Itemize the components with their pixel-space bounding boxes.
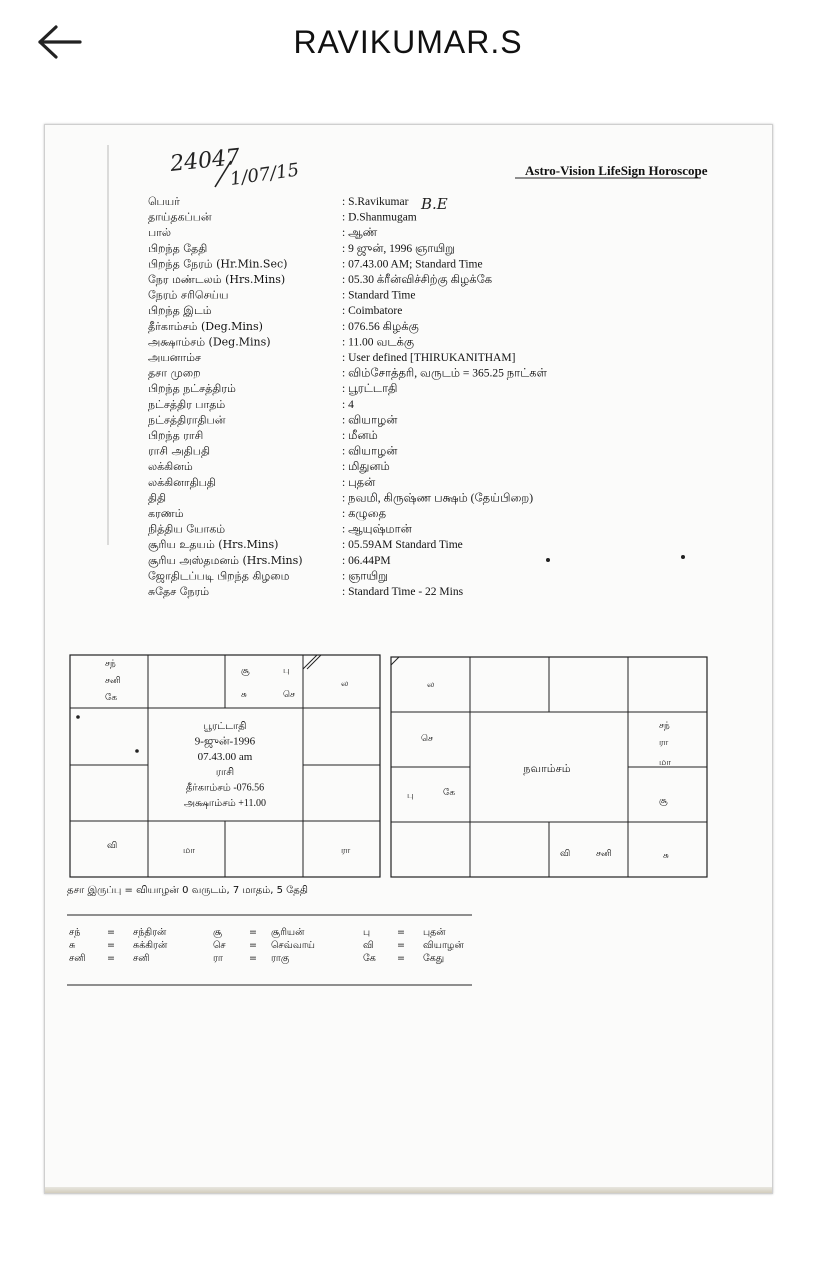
- rasi-chart: [70, 655, 380, 877]
- field-label: சுதேச நேரம்: [148, 585, 210, 598]
- field-label: திதி: [148, 491, 167, 505]
- field-label: அக்ஷாம்சம் (Deg.Mins): [148, 335, 271, 349]
- scan-speck: [135, 749, 139, 753]
- field-value: : நவமி, கிருஷ்ண பக்ஷம் (தேய்பிறை): [342, 492, 534, 505]
- field-label: பிறந்த ராசி: [148, 429, 204, 442]
- field-value: : 07.43.00 AM; Standard Time: [342, 258, 483, 271]
- legend-entry: சனி: [133, 953, 150, 964]
- planet-legend: [69, 927, 465, 965]
- legend-entry: =: [249, 953, 257, 964]
- legend-entry: =: [397, 953, 405, 964]
- legend-entry: சு: [69, 940, 76, 951]
- field-value: : 11.00 வடக்கு: [342, 336, 415, 349]
- legend-entry: சனி: [69, 953, 86, 964]
- field-value: : 06.44PM: [342, 554, 391, 567]
- legend-entry: சந்: [69, 927, 81, 938]
- rasi-center-line: 07.43.00 am: [197, 750, 253, 763]
- navamsa-chart: [391, 657, 707, 877]
- legend-entry: வி: [363, 940, 374, 951]
- field-value: : வியாழன்: [342, 414, 398, 427]
- field-value: : Standard Time: [342, 289, 416, 302]
- field-value: : Standard Time - 22 Mins: [342, 586, 464, 598]
- field-label: ஜோதிடப்படி பிறந்த கிழமை: [148, 569, 290, 583]
- field-label: லக்கினாதிபதி: [148, 475, 216, 489]
- handwritten-degree: B.E: [421, 195, 448, 213]
- legend-entry: =: [249, 940, 257, 951]
- rasi-planet: பு: [283, 666, 290, 676]
- field-value: : User defined [THIRUKANITHAM]: [342, 352, 516, 364]
- rasi-planet: மா: [183, 846, 195, 856]
- legend-entry: ராகு: [271, 953, 290, 964]
- legend-entry: =: [397, 940, 405, 951]
- navamsa-planet: ல: [427, 680, 435, 690]
- document-header: Astro-Vision LifeSign Horoscope: [525, 163, 708, 178]
- field-label: நித்திய யோகம்: [148, 522, 226, 536]
- rasi-center-line: பூரட்டாதி: [203, 721, 247, 732]
- field-label: லக்கினம்: [148, 460, 193, 474]
- rasi-center-line: 9-ஜுன்-1996: [194, 735, 256, 748]
- legend-entry: =: [249, 927, 257, 938]
- legend-entry: கேது: [423, 953, 445, 964]
- legend-entry: செவ்வாய்: [271, 940, 315, 951]
- navamsa-planet: பு: [407, 791, 414, 801]
- field-value: : கழுதை: [342, 508, 387, 520]
- field-value: : Coimbatore: [342, 305, 403, 318]
- rasi-planet: கே: [105, 693, 118, 703]
- field-label: பால்: [148, 226, 172, 240]
- navamsa-planet: கே: [443, 788, 456, 798]
- rasi-center-line: தீர்காம்சம் -076.56: [185, 782, 265, 794]
- handwritten-ref: 24047: [169, 144, 242, 177]
- navamsa-planet: சு: [663, 851, 669, 861]
- legend-entry: சந்திரன்: [133, 927, 167, 938]
- rasi-planet: ல: [341, 679, 349, 689]
- handwritten-date: 1/07/15: [228, 159, 301, 190]
- navamsa-planet: செ: [421, 734, 433, 744]
- legend-entry: கே: [363, 953, 376, 964]
- navamsa-planet: மா: [659, 758, 671, 768]
- rasi-center-line: அக்ஷாம்சம் +11.00: [183, 798, 267, 809]
- rasi-planet: சு: [241, 690, 247, 700]
- legend-entry: =: [397, 927, 405, 938]
- field-value: : 05.59AM Standard Time: [342, 539, 463, 552]
- navamsa-planet: சந்: [659, 721, 670, 731]
- rasi-planet: சூ: [241, 666, 250, 676]
- navamsa-planet: சனி: [596, 849, 612, 859]
- field-label: தீர்காம்சம் (Deg.Mins): [148, 319, 263, 333]
- field-value: : 4: [342, 398, 354, 411]
- scan-speck: [681, 555, 685, 559]
- horoscope-document-image[interactable]: [44, 124, 773, 1194]
- legend-entry: வியாழன்: [423, 940, 464, 951]
- field-label: அயனாம்ச: [148, 351, 202, 364]
- navamsa-planet: சூ: [659, 796, 668, 806]
- paper-edge: [45, 1187, 772, 1193]
- field-value: : ஞாயிறு: [342, 570, 388, 583]
- field-value: : D.Shanmugam: [342, 211, 417, 224]
- field-label: பெயர்: [148, 195, 180, 208]
- legend-entry: பு: [363, 927, 371, 938]
- field-value: : ஆண்: [342, 227, 378, 240]
- field-value: : வியாழன்: [342, 445, 398, 458]
- field-value: : 05.30 க்ரீன்விச்சிற்கு கிழக்கே: [342, 274, 493, 286]
- field-label: பிறந்த தேதி: [148, 241, 208, 255]
- rasi-center-line: ராசி: [215, 767, 235, 779]
- legend-entry: =: [107, 927, 115, 938]
- field-label: கரணம்: [148, 507, 184, 520]
- field-value: : புதன்: [342, 476, 376, 489]
- field-label: சூரிய உதயம் (Hrs.Mins): [148, 538, 279, 552]
- legend-entry: =: [107, 940, 115, 951]
- field-label: நேரம் சரிசெய்ய: [148, 288, 229, 302]
- rasi-planet: சனி: [105, 676, 121, 686]
- legend-entry: சூ: [213, 927, 223, 938]
- birth-details-list: [148, 195, 548, 598]
- field-label: நட்சத்திராதிபன்: [148, 413, 226, 427]
- field-value: : 9 ஜுன், 1996 ஞாயிறு: [342, 242, 455, 255]
- legend-entry: சூரியன்: [271, 927, 305, 938]
- rasi-planet: வி: [107, 841, 118, 851]
- field-value: : 076.56 கிழக்கு: [342, 320, 419, 333]
- field-label: சூரிய அஸ்தமனம் (Hrs.Mins): [148, 553, 303, 567]
- field-label: தசா முறை: [148, 366, 201, 380]
- field-value: : விம்சோத்தரி, வருடம் = 365.25 நாட்கள்: [342, 367, 548, 380]
- field-label: பிறந்த நேரம் (Hr.Min.Sec): [148, 257, 288, 271]
- field-label: நேர மண்டலம் (Hrs.Mins): [148, 273, 286, 286]
- field-value: : மீனம்: [342, 430, 378, 442]
- field-label: தாய்தகப்பன்: [148, 210, 212, 224]
- field-value: : S.Ravikumar: [342, 196, 409, 208]
- scan-speck: [76, 715, 80, 719]
- navamsa-planet: ரா: [659, 738, 669, 748]
- field-value: : ஆயுஷ்மான்: [342, 523, 412, 536]
- field-label: நட்சத்திர பாதம்: [148, 397, 226, 411]
- legend-entry: ரா: [213, 953, 223, 964]
- scan-speck: [546, 558, 550, 562]
- legend-entry: சுக்கிரன்: [133, 940, 168, 951]
- navamsa-center-label: நவாம்சம்: [523, 763, 571, 775]
- page-title: RAVIKUMAR.S: [293, 24, 523, 60]
- legend-entry: புதன்: [423, 927, 446, 938]
- rasi-planet: ரா: [341, 846, 351, 856]
- field-value: : மிதுனம்: [342, 461, 390, 474]
- top-app-bar: [0, 0, 816, 90]
- navamsa-planet: வி: [560, 849, 571, 859]
- legend-entry: செ: [213, 940, 226, 951]
- rasi-planet: சந்: [105, 659, 116, 669]
- field-label: பிறந்த நட்சத்திரம்: [148, 382, 236, 396]
- dasa-balance: தசா இருப்பு = வியாழன் 0 வருடம், 7 மாதம், 5 தேதி: [67, 885, 308, 896]
- field-label: ராசி அதிபதி: [148, 444, 210, 458]
- field-value: : பூரட்டாதி: [342, 383, 398, 396]
- field-label: பிறந்த இடம்: [148, 304, 212, 318]
- legend-entry: =: [107, 953, 115, 964]
- rasi-planet: செ: [283, 690, 295, 700]
